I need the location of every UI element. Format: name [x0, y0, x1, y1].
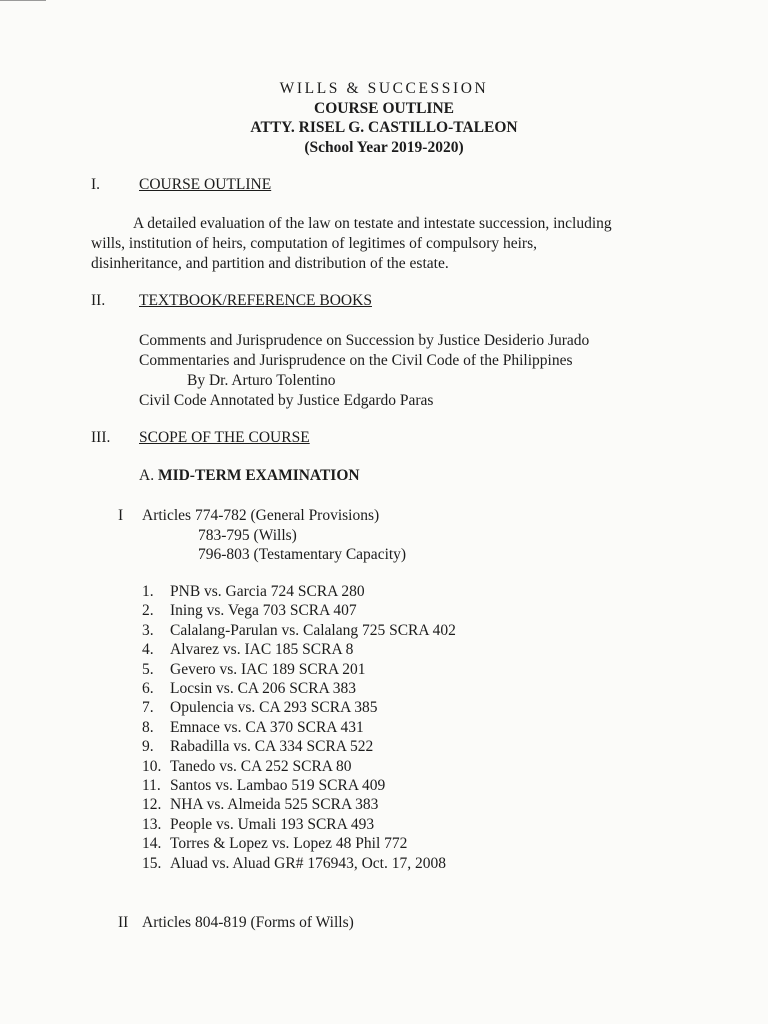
case-number: 7. — [142, 699, 154, 717]
case-number: 15. — [142, 854, 162, 872]
midterm-prefix: A. — [139, 467, 155, 484]
case-citation: PNB vs. Garcia 724 SCRA 280 — [170, 583, 365, 600]
articles-line: Articles 804-819 (Forms of Wills) — [142, 914, 354, 931]
case-item — [142, 854, 456, 873]
case-citation: Santos vs. Lambao 519 SCRA 409 — [170, 777, 386, 795]
section-title: TEXTBOOK/REFERENCE BOOKS — [139, 292, 372, 309]
case-number: 3. — [142, 621, 154, 639]
case-citation: Locsin vs. CA 206 SCRA 383 — [170, 680, 357, 698]
case-item — [142, 815, 456, 834]
case-item — [142, 640, 456, 659]
section-number: III. — [91, 429, 111, 446]
case-number: 13. — [142, 815, 162, 833]
part-numeral: I — [118, 507, 124, 524]
section-number: I. — [91, 176, 101, 193]
case-citation: Ining vs. Vega 703 SCRA 407 — [170, 602, 357, 620]
part-numeral: II — [118, 914, 129, 931]
case-number: 6. — [142, 680, 154, 698]
document-header — [0, 79, 768, 157]
book-entry: Civil Code Annotated by Justice Edgardo Paras — [139, 392, 434, 409]
section-number: II. — [91, 292, 106, 309]
case-citation: Tanedo vs. CA 252 SCRA 80 — [170, 757, 352, 775]
case-citation: People vs. Umali 193 SCRA 493 — [170, 815, 375, 833]
reference-books-list — [139, 331, 589, 411]
paragraph-line: wills, institution of heirs, computation of legitimes of compulsory heirs, — [91, 235, 538, 252]
midterm-heading — [139, 467, 360, 485]
midterm-label: MID-TERM EXAMINATION — [157, 467, 360, 484]
case-item — [142, 757, 456, 776]
case-citation: Gevero vs. IAC 189 SCRA 201 — [170, 660, 366, 678]
case-item — [142, 737, 456, 756]
section-title: SCOPE OF THE COURSE — [139, 429, 310, 446]
case-citation: Calalang-Parulan vs. Calalang 725 SCRA 402 — [170, 621, 456, 639]
case-item — [142, 718, 456, 737]
case-item — [142, 776, 456, 795]
header-instructor: ATTY. RISEL G. CASTILLO-TALEON — [250, 119, 518, 136]
case-item — [142, 679, 456, 698]
case-citation: Opulencia vs. CA 293 SCRA 385 — [170, 699, 378, 717]
book-author: By Dr. Arturo Tolentino — [187, 372, 336, 389]
book-entry: Commentaries and Jurisprudence on the Civil Code of the Philippines — [139, 352, 573, 369]
case-number: 2. — [142, 602, 154, 620]
header-outline-label: COURSE OUTLINE — [314, 99, 454, 117]
book-entry: Comments and Jurisprudence on Succession by Justice Desiderio Jurado — [139, 332, 590, 349]
case-number: 12. — [142, 796, 162, 814]
case-number: 8. — [142, 718, 154, 736]
paragraph-line: A detailed evaluation of the law on testate and intestate succession, including — [133, 215, 612, 232]
paragraph-line: disinheritance, and partition and distribution of the estate. — [91, 255, 449, 272]
case-number: 4. — [142, 641, 154, 659]
case-number: 11. — [142, 777, 161, 795]
case-citation: Emnace vs. CA 370 SCRA 431 — [170, 718, 364, 736]
articles-line: 796-803 (Testamentary Capacity) — [198, 546, 407, 563]
case-number: 10. — [142, 757, 162, 775]
scan-edge-mark — [0, 0, 46, 1]
header-course-name: WILLS & SUCCESSION — [279, 80, 489, 97]
case-number: 5. — [142, 660, 154, 678]
case-list — [142, 582, 456, 873]
case-number: 14. — [142, 835, 162, 853]
articles-line: Articles 774-782 (General Provisions) — [142, 507, 380, 524]
case-item — [142, 582, 456, 601]
section-title: COURSE OUTLINE — [139, 176, 272, 193]
case-item — [142, 601, 456, 620]
case-citation: Alvarez vs. IAC 185 SCRA 8 — [170, 641, 354, 659]
outline-paragraph — [91, 214, 691, 274]
case-citation: Aluad vs. Aluad GR# 176943, Oct. 17, 2008 — [170, 854, 446, 872]
articles-line: 783-795 (Wills) — [198, 527, 297, 544]
case-item — [142, 698, 456, 717]
case-item — [142, 795, 456, 814]
case-number: 1. — [142, 583, 154, 600]
header-school-year: (School Year 2019-2020) — [304, 138, 464, 156]
case-item — [142, 660, 456, 679]
case-item — [142, 834, 456, 853]
case-citation: Rabadilla vs. CA 334 SCRA 522 — [170, 738, 374, 756]
case-citation: Torres & Lopez vs. Lopez 48 Phil 772 — [170, 835, 408, 853]
case-citation: NHA vs. Almeida 525 SCRA 383 — [170, 796, 379, 814]
case-number: 9. — [142, 738, 154, 756]
case-item — [142, 621, 456, 640]
